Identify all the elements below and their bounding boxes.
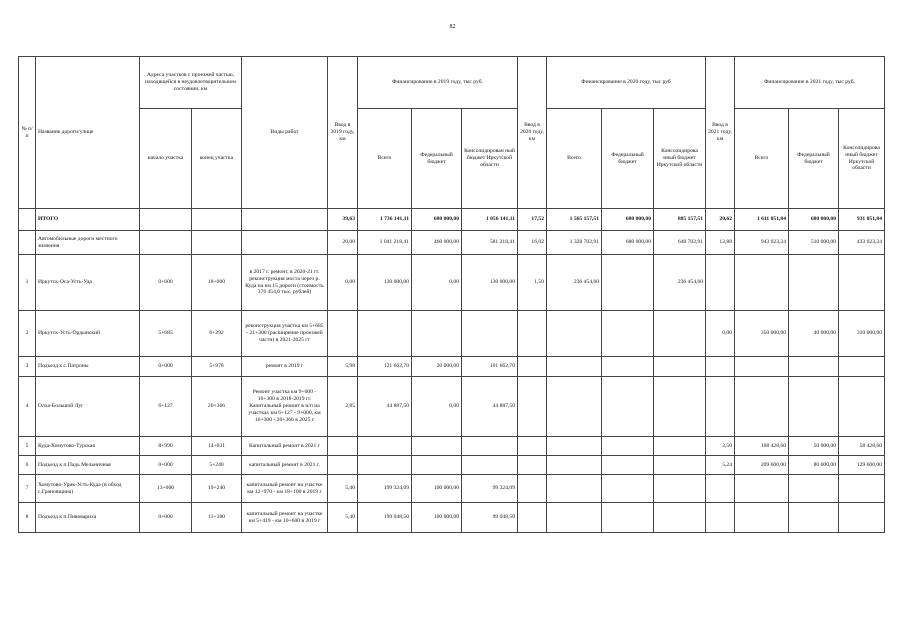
cell-t21 bbox=[735, 475, 789, 503]
table-row bbox=[19, 503, 885, 533]
cell-t21 bbox=[735, 357, 789, 377]
cell-start: 0+600 bbox=[140, 255, 192, 311]
cell-in21 bbox=[706, 255, 735, 311]
cell-f20 bbox=[602, 377, 654, 437]
cell-name: Иркутск-Усть-Ордынский bbox=[36, 311, 140, 357]
cell-end: 6+292 bbox=[192, 311, 242, 357]
cell-t19 bbox=[358, 456, 412, 475]
cell-in21: 5,24 bbox=[706, 456, 735, 475]
header-federal-2021: Федеральный бюджет bbox=[789, 109, 839, 209]
cell-start: 5+685 bbox=[140, 311, 192, 357]
cell-f21: 680 000,00 bbox=[789, 209, 839, 231]
page-number: 82 bbox=[449, 24, 456, 30]
cell-t21 bbox=[735, 503, 789, 533]
cell-num: 3 bbox=[19, 357, 36, 377]
cell-end: 19+240 bbox=[192, 475, 242, 503]
cell-t20 bbox=[547, 377, 602, 437]
header-num: № п/п bbox=[19, 57, 36, 209]
cell-c21 bbox=[839, 255, 885, 311]
cell-in20 bbox=[518, 475, 547, 503]
cell-works: в 2017 г. ремонт, в 2020-21 гг. реконструкция моста через р. Куда на км 15 дороги (стоимость 376 454,6 тыс. рублей) bbox=[242, 255, 328, 311]
cell-end: 5+240 bbox=[192, 456, 242, 475]
cell-start bbox=[140, 231, 192, 255]
cell-in20: 17,52 bbox=[518, 209, 547, 231]
cell-in21: 2,50 bbox=[706, 437, 735, 456]
cell-f19: 680 000,00 bbox=[412, 209, 462, 231]
cell-works: Капитальный ремонт в 2021 г bbox=[242, 437, 328, 456]
header-road-name: Название дороги/улице bbox=[36, 57, 140, 209]
cell-num: 5 bbox=[19, 437, 36, 456]
header-fin-2021: Финансирование в 2021 году, тыс руб. bbox=[735, 57, 885, 109]
cell-end bbox=[192, 231, 242, 255]
cell-f19 bbox=[412, 437, 462, 456]
header-works: Виды работ bbox=[242, 57, 328, 209]
cell-works: реконструкция участка км 5+685 - 21+300 (расширение проезжей части) в 2021-2025 гг bbox=[242, 311, 328, 357]
cell-t21 bbox=[735, 255, 789, 311]
cell-c20: 236 454,60 bbox=[654, 255, 706, 311]
cell-t19: 199 048,50 bbox=[358, 503, 412, 533]
cell-start: 13+000 bbox=[140, 475, 192, 503]
cell-in20 bbox=[518, 311, 547, 357]
cell-f21: 510 000,00 bbox=[789, 231, 839, 255]
cell-c20 bbox=[654, 357, 706, 377]
cell-end: 11+180 bbox=[192, 503, 242, 533]
cell-c21: 433 023,24 bbox=[839, 231, 885, 255]
cell-c21 bbox=[839, 377, 885, 437]
cell-c19 bbox=[462, 437, 518, 456]
cell-f19: 100 000,00 bbox=[412, 503, 462, 533]
cell-t19: 121 662,70 bbox=[358, 357, 412, 377]
cell-c20 bbox=[654, 377, 706, 437]
cell-t21: 350 000,00 bbox=[735, 311, 789, 357]
table-row bbox=[19, 437, 885, 456]
cell-name: Куда-Хомутово-Турская bbox=[36, 437, 140, 456]
cell-end: 14+031 bbox=[192, 437, 242, 456]
cell-start bbox=[140, 209, 192, 231]
cell-num: 7 bbox=[19, 475, 36, 503]
cell-f20 bbox=[602, 437, 654, 456]
cell-in19: 5,40 bbox=[328, 503, 358, 533]
cell-c19: 581 218,41 bbox=[462, 231, 518, 255]
cell-in20 bbox=[518, 377, 547, 437]
header-total-2020: Всего bbox=[547, 109, 602, 209]
cell-name: ИТОГО bbox=[36, 209, 140, 231]
cell-end: 20+366 bbox=[192, 377, 242, 437]
cell-t20 bbox=[547, 475, 602, 503]
cell-c21: 58 428,60 bbox=[839, 437, 885, 456]
table-row bbox=[19, 231, 885, 255]
cell-name: Подъезд к п.Пивовариха bbox=[36, 503, 140, 533]
cell-t20 bbox=[547, 503, 602, 533]
cell-t21: 943 023,24 bbox=[735, 231, 789, 255]
cell-t20 bbox=[547, 437, 602, 456]
cell-in21: 0,00 bbox=[706, 311, 735, 357]
header-input-2021: Ввод в 2021 году, км bbox=[706, 57, 735, 209]
cell-start: 0+000 bbox=[140, 357, 192, 377]
cell-c20 bbox=[654, 503, 706, 533]
cell-t19 bbox=[358, 437, 412, 456]
cell-f20 bbox=[602, 357, 654, 377]
header-end: конец участка bbox=[192, 109, 242, 209]
cell-in20 bbox=[518, 503, 547, 533]
header-federal-2020: Федеральный бюджет bbox=[602, 109, 654, 209]
cell-in21: 20,62 bbox=[706, 209, 735, 231]
cell-t21: 1 611 051,84 bbox=[735, 209, 789, 231]
cell-in21 bbox=[706, 503, 735, 533]
cell-in21 bbox=[706, 475, 735, 503]
cell-c20: 648 702,91 bbox=[654, 231, 706, 255]
cell-c19 bbox=[462, 311, 518, 357]
cell-c21: 129 600,00 bbox=[839, 456, 885, 475]
table-row bbox=[19, 377, 885, 437]
cell-c20 bbox=[654, 456, 706, 475]
table-row bbox=[19, 209, 885, 231]
cell-works bbox=[242, 209, 328, 231]
cell-c21 bbox=[839, 357, 885, 377]
cell-end: 18+000 bbox=[192, 255, 242, 311]
cell-t21: 108 428,60 bbox=[735, 437, 789, 456]
cell-in19 bbox=[328, 456, 358, 475]
cell-end bbox=[192, 209, 242, 231]
cell-c21: 310 000,00 bbox=[839, 311, 885, 357]
cell-t19: 44 887,50 bbox=[358, 377, 412, 437]
header-total-2021: Всего bbox=[735, 109, 789, 209]
cell-f20: 680 000,00 bbox=[602, 209, 654, 231]
header-address-group: Адреса участков с проезжей частью, находящейся в неудовлетворительном состоянии, км bbox=[140, 57, 242, 109]
cell-c20 bbox=[654, 311, 706, 357]
cell-c20 bbox=[654, 475, 706, 503]
cell-c20 bbox=[654, 437, 706, 456]
cell-num bbox=[19, 231, 36, 255]
cell-t20 bbox=[547, 311, 602, 357]
cell-c19: 99 048,50 bbox=[462, 503, 518, 533]
cell-t19 bbox=[358, 311, 412, 357]
cell-t20: 1 565 157,51 bbox=[547, 209, 602, 231]
cell-in20 bbox=[518, 437, 547, 456]
cell-t19: 130 000,00 bbox=[358, 255, 412, 311]
cell-end: 5+978 bbox=[192, 357, 242, 377]
cell-start: 8+990 bbox=[140, 437, 192, 456]
cell-f21 bbox=[789, 377, 839, 437]
cell-f21: 40 000,00 bbox=[789, 311, 839, 357]
cell-works: капитальный ремонт на участке км 5+419 - км 10+600 в 2019 г bbox=[242, 503, 328, 533]
table-row bbox=[19, 475, 885, 503]
cell-start: 0+000 bbox=[140, 503, 192, 533]
road-financing-table bbox=[18, 56, 885, 533]
cell-f20 bbox=[602, 475, 654, 503]
cell-name: Автомобильные дороги местного значения bbox=[36, 231, 140, 255]
cell-name: Олха-Большой Луг bbox=[36, 377, 140, 437]
table-row bbox=[19, 255, 885, 311]
cell-in21 bbox=[706, 357, 735, 377]
header-consolidated-2019: Консолидирован ный бюджет Иркутской области bbox=[462, 109, 518, 209]
cell-t19: 199 324,09 bbox=[358, 475, 412, 503]
cell-c20: 885 157,51 bbox=[654, 209, 706, 231]
cell-name: Подъезд к с.Патроны bbox=[36, 357, 140, 377]
cell-t20 bbox=[547, 357, 602, 377]
cell-f21 bbox=[789, 357, 839, 377]
cell-c21 bbox=[839, 503, 885, 533]
cell-in21 bbox=[706, 377, 735, 437]
cell-f19: 460 000,00 bbox=[412, 231, 462, 255]
cell-num bbox=[19, 209, 36, 231]
table-row bbox=[19, 456, 885, 475]
header-consolidated-2021: Консолидирова нный бюджет Иркутской области bbox=[839, 109, 885, 209]
header-consolidated-2020: Консолидирова нный бюджет Иркутской области bbox=[654, 109, 706, 209]
cell-f20: 680 000,00 bbox=[602, 231, 654, 255]
cell-f19: 20 000,00 bbox=[412, 357, 462, 377]
cell-works: ремонт в 2019 г bbox=[242, 357, 328, 377]
cell-f19: 0,00 bbox=[412, 377, 462, 437]
cell-works: Ремонт участка км 9+000 - 16+300 в 2018-2019 гг. Капитальный ремонт в н/п на участках км 6+127 - 9+000, км 16+300 - 20+366 в 2025 г bbox=[242, 377, 328, 437]
cell-num: 4 bbox=[19, 377, 36, 437]
cell-f20 bbox=[602, 456, 654, 475]
cell-in20 bbox=[518, 357, 547, 377]
cell-f19 bbox=[412, 311, 462, 357]
cell-f21: 50 000,00 bbox=[789, 437, 839, 456]
table-row bbox=[19, 311, 885, 357]
cell-num: 1 bbox=[19, 255, 36, 311]
cell-in20: 16,02 bbox=[518, 231, 547, 255]
cell-start: 0+000 bbox=[140, 456, 192, 475]
cell-in19: 5,40 bbox=[328, 475, 358, 503]
cell-works bbox=[242, 231, 328, 255]
cell-in21: 12,88 bbox=[706, 231, 735, 255]
cell-in19: 20,00 bbox=[328, 231, 358, 255]
cell-c19 bbox=[462, 456, 518, 475]
cell-num: 8 bbox=[19, 503, 36, 533]
cell-f19: 100 000,00 bbox=[412, 475, 462, 503]
cell-name: Подъезд к п.Падь Мельничная bbox=[36, 456, 140, 475]
cell-f21 bbox=[789, 503, 839, 533]
cell-in20: 1,50 bbox=[518, 255, 547, 311]
cell-f20 bbox=[602, 503, 654, 533]
cell-in19: 0,00 bbox=[328, 255, 358, 311]
cell-c21: 931 051,84 bbox=[839, 209, 885, 231]
cell-t19: 1 041 218,41 bbox=[358, 231, 412, 255]
cell-c19: 1 056 141,11 bbox=[462, 209, 518, 231]
cell-name: Иркутск-Оса-Усть-Уда bbox=[36, 255, 140, 311]
cell-f19: 0,00 bbox=[412, 255, 462, 311]
cell-f20 bbox=[602, 255, 654, 311]
header-fin-2019: Финансирование в 2019 году, тыс руб. bbox=[358, 57, 518, 109]
header-fin-2020: Финансирование в 2020 году, тыс руб bbox=[547, 57, 706, 109]
header-input-2020: Ввод в 2020 году, км bbox=[518, 57, 547, 209]
cell-num: 2 bbox=[19, 311, 36, 357]
cell-f21 bbox=[789, 255, 839, 311]
cell-works: капитальный ремонт на участке км 12+970 - км 18+100 в 2019 г bbox=[242, 475, 328, 503]
cell-works: капитальный ремонт в 2021 г. bbox=[242, 456, 328, 475]
cell-start: 6+127 bbox=[140, 377, 192, 437]
cell-t21: 209 600,00 bbox=[735, 456, 789, 475]
cell-f21 bbox=[789, 475, 839, 503]
cell-c19: 101 662,70 bbox=[462, 357, 518, 377]
header-total-2019: Всего bbox=[358, 109, 412, 209]
cell-f19 bbox=[412, 456, 462, 475]
cell-in19 bbox=[328, 437, 358, 456]
table-row bbox=[19, 357, 885, 377]
cell-num: 6 bbox=[19, 456, 36, 475]
cell-in20 bbox=[518, 456, 547, 475]
cell-c19: 99 324,09 bbox=[462, 475, 518, 503]
cell-c19: 44 887,50 bbox=[462, 377, 518, 437]
cell-in19: 2,85 bbox=[328, 377, 358, 437]
cell-f20 bbox=[602, 311, 654, 357]
cell-t20 bbox=[547, 456, 602, 475]
header-start: начало участка bbox=[140, 109, 192, 209]
header-input-2019: Ввод в 2019 году, км bbox=[328, 57, 358, 209]
cell-in19 bbox=[328, 311, 358, 357]
cell-f21: 80 000,00 bbox=[789, 456, 839, 475]
cell-t20: 1 328 702,91 bbox=[547, 231, 602, 255]
cell-in19: 5,98 bbox=[328, 357, 358, 377]
cell-c21 bbox=[839, 475, 885, 503]
cell-name: Хомутово-Урик-Усть-Куда (в обход с.Грановщина) bbox=[36, 475, 140, 503]
header-federal-2019: Федеральный бюджет bbox=[412, 109, 462, 209]
cell-in19: 39,63 bbox=[328, 209, 358, 231]
cell-t21 bbox=[735, 377, 789, 437]
cell-c19: 130 000,00 bbox=[462, 255, 518, 311]
cell-t19: 1 736 141,11 bbox=[358, 209, 412, 231]
cell-t20: 236 454,60 bbox=[547, 255, 602, 311]
